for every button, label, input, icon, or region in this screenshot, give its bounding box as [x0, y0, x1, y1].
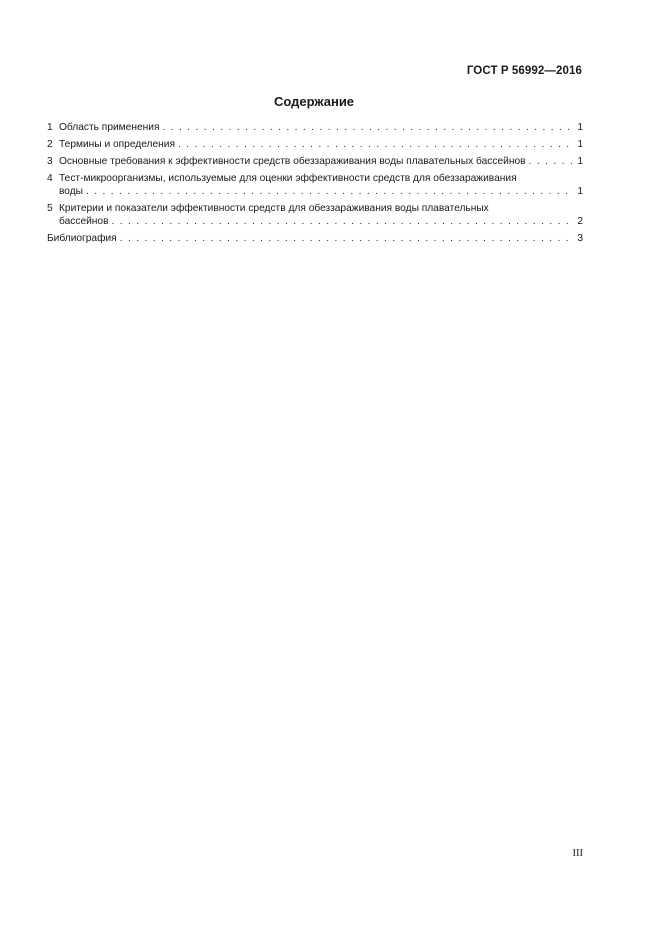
dot-leader [178, 138, 574, 151]
standard-code: ГОСТ Р 56992—2016 [466, 65, 582, 77]
table-of-contents [47, 121, 583, 249]
toc-entry-5[interactable] [47, 202, 583, 228]
toc-entry-number: 4 [47, 173, 53, 184]
toc-entry-page: 1 [577, 139, 583, 150]
toc-entry-page: 3 [577, 233, 583, 244]
toc-entry-2[interactable] [47, 138, 583, 151]
toc-entry-title: Термины и определения [59, 139, 175, 150]
toc-entry-title: Библиография [47, 233, 117, 244]
toc-entry-number: 5 [47, 203, 53, 214]
toc-entry-number: 1 [47, 122, 53, 133]
toc-entry-title-line-1: Тест-микроорганизмы, используемые для оценки эффективности средств для обеззараживания [59, 173, 517, 184]
toc-entry-page: 1 [577, 186, 583, 197]
toc-entry-number: 3 [47, 156, 53, 167]
toc-title: Содержание [273, 94, 355, 109]
page-number: III [572, 848, 583, 859]
toc-entry-title: Основные требования к эффективности средств обеззараживания воды плавательных бассейнов [59, 156, 526, 167]
toc-entry-bibliography[interactable] [47, 232, 583, 245]
toc-entry-1[interactable] [47, 121, 583, 134]
toc-entry-4[interactable] [47, 172, 583, 198]
dot-leader [112, 215, 574, 228]
dot-leader [162, 121, 574, 134]
dot-leader [529, 155, 574, 168]
dot-leader [86, 185, 574, 198]
dot-leader [120, 232, 574, 245]
toc-entry-page: 2 [577, 216, 583, 227]
toc-entry-3[interactable] [47, 155, 583, 168]
toc-entry-page: 1 [577, 122, 583, 133]
toc-entry-title-line-2: бассейнов [59, 216, 109, 227]
toc-entry-title-line-1: Критерии и показатели эффективности средств для обеззараживания воды плавательных [59, 203, 489, 214]
toc-entry-page: 1 [577, 156, 583, 167]
toc-entry-title-line-2: воды [59, 186, 84, 197]
toc-entry-number: 2 [47, 139, 53, 150]
toc-entry-title: Область применения [59, 122, 160, 133]
